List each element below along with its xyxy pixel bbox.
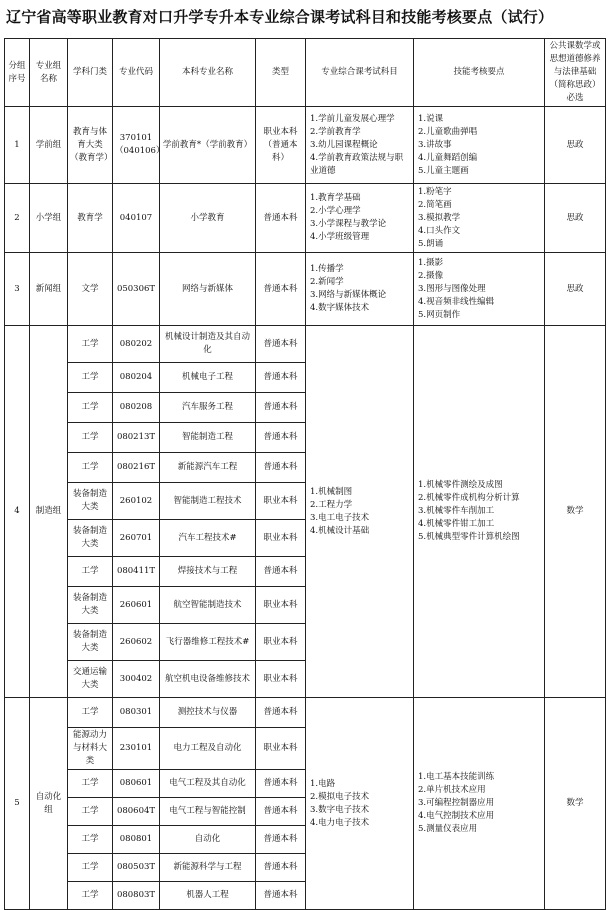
group-name: 自动化组	[30, 698, 68, 910]
type-cell: 普通本科	[256, 253, 306, 326]
code-cell: 080204	[113, 363, 160, 393]
skill-item: 5.网页制作	[418, 309, 461, 320]
exam-subjects	[306, 107, 414, 184]
code-cell: 040107	[113, 184, 160, 253]
major-cell: 电气工程与智能控制	[160, 798, 256, 826]
skill-item: 4.口头作文	[418, 225, 461, 236]
exam-item: 1.电路	[310, 778, 336, 789]
code-cell: 080208	[113, 393, 160, 423]
exam-subjects	[306, 698, 414, 910]
exam-item: 2.工程力学	[310, 499, 353, 510]
major-cell: 智能制造工程技术	[160, 483, 256, 520]
exam-item: 3.幼儿园课程概论	[310, 139, 378, 150]
group-no: 3	[5, 253, 30, 326]
skill-item: 3.可编程控制器应用	[418, 798, 495, 808]
type-cell: 职业本科	[256, 587, 306, 624]
group-name: 学前组	[30, 107, 68, 184]
type-cell: 普通本科	[256, 423, 306, 453]
skill-points	[414, 326, 545, 698]
code-cell: 080202	[113, 326, 160, 363]
code-cell: 080801	[113, 826, 160, 854]
public-course: 思政	[545, 253, 606, 326]
code-cell: 050306T	[113, 253, 160, 326]
major-cell: 电气工程及其自动化	[160, 770, 256, 798]
table-row	[5, 698, 606, 728]
exam-item: 4.电力电子技术	[310, 817, 370, 828]
exam-item: 3.网络与新媒体概论	[310, 290, 387, 300]
page-title: 辽宁省高等职业教育对口升学专升本专业综合课考试科目和技能考核要点（试行）	[6, 8, 554, 26]
skill-item: 3.模拟教学	[418, 212, 461, 223]
skill-points	[414, 107, 545, 184]
code-cell: 080411T	[113, 557, 160, 587]
header-group-no: 分组序号	[5, 39, 30, 107]
header-exam: 专业综合课考试科目	[306, 39, 414, 107]
code-cell: 080503T	[113, 854, 160, 882]
skill-item: 4.视音频非线性编辑	[418, 296, 495, 307]
major-cell: 小学教育	[160, 184, 256, 253]
major-cell: 机械电子工程	[160, 363, 256, 393]
skill-item: 1.说课	[418, 113, 444, 124]
code-cell: 260701	[113, 520, 160, 557]
exam-item: 2.新闻学	[310, 277, 344, 287]
header-code: 专业代码	[113, 39, 160, 107]
exam-item: 2.模拟电子技术	[310, 791, 370, 802]
exam-table	[4, 38, 606, 910]
skill-item: 5.儿童主题画	[418, 165, 469, 176]
skill-item: 1.电工基本技能训练	[418, 772, 495, 782]
skill-item: 3.机械零件车削加工	[418, 506, 495, 516]
discipline-cell: 工学	[68, 557, 113, 587]
header-type: 类型	[256, 39, 306, 107]
exam-item: 1.机械制图	[310, 486, 353, 497]
type-cell: 职业本科	[256, 520, 306, 557]
exam-subjects	[306, 253, 414, 326]
exam-subjects	[306, 184, 414, 253]
exam-item: 2.学前教育学	[310, 126, 361, 137]
exam-item: 1.传播学	[310, 264, 344, 274]
group-no: 2	[5, 184, 30, 253]
discipline-cell: 工学	[68, 854, 113, 882]
group-name: 制造组	[30, 326, 68, 698]
header-public: 公共课数学或思想道德修养与法律基础（简称思政）必选	[545, 39, 606, 107]
skill-points	[414, 253, 545, 326]
type-cell: 普通本科	[256, 882, 306, 910]
header-row	[5, 39, 606, 107]
skill-item: 5.测量仪表应用	[418, 824, 478, 834]
header-major: 本科专业名称	[160, 39, 256, 107]
major-cell: 新能源科学与工程	[160, 854, 256, 882]
exam-item: 4.学前教育政策法规与职	[310, 152, 404, 163]
discipline-cell: 文学	[68, 253, 113, 326]
discipline-cell: 教育与体育大类（教育学）	[68, 107, 113, 184]
discipline-cell: 工学	[68, 393, 113, 423]
table-row	[5, 326, 606, 363]
discipline-cell: 装备制造大类	[68, 587, 113, 624]
skill-item: 5.机械典型零件计算机绘图	[418, 532, 520, 542]
exam-item: 4.数字媒体技术	[310, 303, 370, 313]
discipline-cell: 装备制造大类	[68, 483, 113, 520]
skill-item: 2.机械零件成机构分析计算	[418, 493, 520, 503]
discipline-cell: 工学	[68, 826, 113, 854]
exam-item: 3.数字电子技术	[310, 804, 370, 815]
major-cell: 机器人工程	[160, 882, 256, 910]
discipline-cell: 装备制造大类	[68, 624, 113, 661]
type-cell: 职业本科	[256, 728, 306, 770]
type-cell: 职业本科	[256, 661, 306, 698]
group-no: 5	[5, 698, 30, 910]
type-cell: 普通本科	[256, 826, 306, 854]
public-course: 数学	[545, 326, 606, 698]
exam-subjects	[306, 326, 414, 698]
major-cell: 汽车服务工程	[160, 393, 256, 423]
major-cell: 测控技术与仪器	[160, 698, 256, 728]
skill-item: 4.机械零件钳工加工	[418, 519, 495, 529]
code-cell: 230101	[113, 728, 160, 770]
discipline-cell: 装备制造大类	[68, 520, 113, 557]
major-cell: 机械设计制造及其自动化	[160, 326, 256, 363]
discipline-cell: 交通运输大类	[68, 661, 113, 698]
code-cell: 080213T	[113, 423, 160, 453]
major-cell: 网络与新媒体	[160, 253, 256, 326]
code-cell: 260102	[113, 483, 160, 520]
type-cell: 职业本科	[256, 624, 306, 661]
discipline-cell: 工学	[68, 326, 113, 363]
type-cell: 普通本科	[256, 698, 306, 728]
exam-item: 4.机械设计基础	[310, 525, 370, 536]
skill-item: 3.讲故事	[418, 139, 452, 150]
code-cell: 260602	[113, 624, 160, 661]
exam-item: 2.小学心理学	[310, 206, 361, 216]
discipline-cell: 教育学	[68, 184, 113, 253]
major-cell: 新能源汽车工程	[160, 453, 256, 483]
skill-item: 1.粉笔字	[418, 186, 452, 197]
type-cell: 普通本科	[256, 557, 306, 587]
major-cell: 航空机电设备维修技术	[160, 661, 256, 698]
major-cell: 焊接技术与工程	[160, 557, 256, 587]
table-row	[5, 184, 606, 253]
exam-item: 3.电工电子技术	[310, 512, 370, 523]
code-cell: 080604T	[113, 798, 160, 826]
group-no: 1	[5, 107, 30, 184]
exam-item: 业道德	[310, 165, 336, 176]
skill-item: 3.图形与图像处理	[418, 283, 486, 294]
skill-item: 4.儿童舞蹈创编	[418, 152, 478, 163]
discipline-cell: 能源动力与材料大类	[68, 728, 113, 770]
type-cell: 普通本科	[256, 854, 306, 882]
discipline-cell: 工学	[68, 453, 113, 483]
discipline-cell: 工学	[68, 798, 113, 826]
skill-item: 2.儿童歌曲弹唱	[418, 126, 478, 137]
code-cell: 080803T	[113, 882, 160, 910]
type-cell: 普通本科	[256, 393, 306, 423]
group-name: 新闻组	[30, 253, 68, 326]
header-group-name: 专业组名称	[30, 39, 68, 107]
table-row	[5, 107, 606, 184]
major-cell: 汽车工程技术#	[160, 520, 256, 557]
exam-item: 1.学前儿童发展心理学	[310, 113, 395, 124]
header-discipline: 学科门类	[68, 39, 113, 107]
type-cell: 普通本科	[256, 798, 306, 826]
discipline-cell: 工学	[68, 363, 113, 393]
skill-item: 2.单片机技术应用	[418, 785, 486, 795]
code-cell: 080216T	[113, 453, 160, 483]
code-cell: 370101（040106）	[113, 107, 160, 184]
code-cell: 080601	[113, 770, 160, 798]
skill-item: 1.摄影	[418, 257, 444, 268]
skill-points	[414, 698, 545, 910]
skill-item: 4.电气控制技术应用	[418, 811, 495, 821]
skill-points	[414, 184, 545, 253]
public-course: 思政	[545, 107, 606, 184]
discipline-cell: 工学	[68, 770, 113, 798]
type-cell: 职业本科	[256, 483, 306, 520]
type-cell: 普通本科	[256, 770, 306, 798]
exam-item: 1.教育学基础	[310, 193, 361, 203]
major-cell: 智能制造工程	[160, 423, 256, 453]
public-course: 数学	[545, 698, 606, 910]
exam-item: 4.小学班级管理	[310, 232, 370, 242]
table-row	[5, 253, 606, 326]
discipline-cell: 工学	[68, 882, 113, 910]
major-cell: 学前教育*（学前教育）	[160, 107, 256, 184]
type-cell: 普通本科	[256, 363, 306, 393]
type-cell: 职业本科（普通本科）	[256, 107, 306, 184]
public-course: 思政	[545, 184, 606, 253]
skill-item: 1.机械零件测绘及成图	[418, 480, 503, 490]
code-cell: 080301	[113, 698, 160, 728]
major-cell: 飞行器维修工程技术#	[160, 624, 256, 661]
discipline-cell: 工学	[68, 698, 113, 728]
major-cell: 电力工程及自动化	[160, 728, 256, 770]
type-cell: 普通本科	[256, 326, 306, 363]
skill-item: 2.简笔画	[418, 199, 452, 210]
exam-item: 3.小学课程与教学论	[310, 219, 387, 229]
group-no: 4	[5, 326, 30, 698]
major-cell: 航空智能制造技术	[160, 587, 256, 624]
discipline-cell: 工学	[68, 423, 113, 453]
group-name: 小学组	[30, 184, 68, 253]
type-cell: 普通本科	[256, 453, 306, 483]
skill-item: 2.摄像	[418, 270, 444, 281]
header-skills: 技能考核要点	[414, 39, 545, 107]
type-cell: 普通本科	[256, 184, 306, 253]
code-cell: 260601	[113, 587, 160, 624]
code-cell: 300402	[113, 661, 160, 698]
major-cell: 自动化	[160, 826, 256, 854]
skill-item: 5.朗诵	[418, 238, 444, 249]
